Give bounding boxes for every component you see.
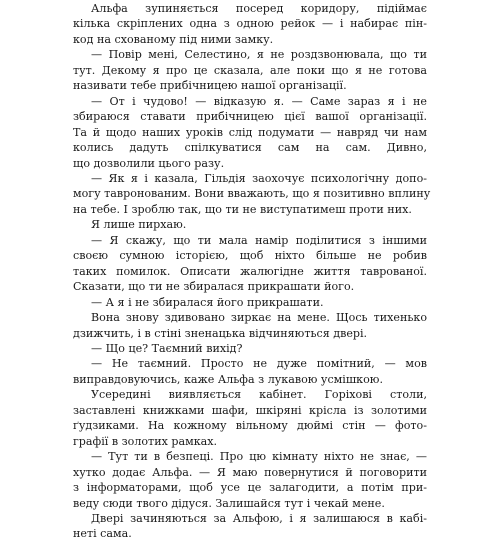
text-line: таких помилок. Описати жалюгідне життя таврованої.: [73, 264, 427, 278]
text-line: з інформаторами, щоб усе це залагодити, а потім при-: [73, 481, 427, 495]
paragraph: [73, 217, 427, 232]
text-line: Вона знову здивовано зиркає на мене. Щось тихенько: [91, 311, 427, 325]
text-line: — Я скажу, що ти мала намір поділитися з іншими: [91, 233, 427, 247]
text-line: Та й щодо наших уроків слід подумати — навряд чи нам: [73, 125, 427, 139]
text-line: колись дадуть спілкуватися сам на сам. Дивно,: [73, 141, 427, 155]
paragraph: [73, 341, 427, 356]
paragraph: [73, 511, 427, 542]
text-line: Усередині виявляється кабінет. Горіхові столи,: [91, 388, 427, 402]
text-line: Я лише пирхаю.: [91, 218, 187, 232]
paragraph: [73, 387, 427, 449]
paragraph: [73, 310, 427, 341]
paragraph: [73, 295, 427, 310]
text-line: своєю сумною історією, щоб ніхто більше не робив: [73, 249, 427, 263]
text-line: могу тавронованим. Вони вважають, що я позитивно вплину: [73, 187, 431, 201]
text-line: на тебе. І зроблю так, що ти не виступатимеш проти них.: [73, 202, 412, 216]
paragraph: [73, 171, 431, 217]
text-line: хутко додає Альфа. — Я маю повернутися й поговорити: [73, 465, 427, 479]
text-line: код на схованому під ними замку.: [73, 32, 274, 46]
text-line: — Не таємний. Просто не дуже помітний, — мов: [91, 357, 427, 371]
text-line: — Що це? Таємний вихід?: [91, 341, 243, 355]
text-line: що дозволили цього разу.: [73, 156, 225, 170]
text-line: заставлені книжками шафи, шкіряні крісла із золотими: [73, 403, 427, 417]
text-line: кілька скріплених одна з одною рейок — і набирає пін-: [73, 17, 427, 31]
text-line: — Як я і казала, Гільдія заохочує психологічну допо-: [91, 171, 427, 185]
paragraph: [73, 47, 427, 93]
text-line: збираюся ставати прибічницею цієї вашої організації.: [73, 110, 427, 124]
text-line: — А я і не збиралася його прикрашати.: [91, 295, 324, 309]
text-line: називати тебе прибічницею нашої організації.: [73, 79, 347, 93]
text-line: Альфа зупиняється посеред коридору, підіймає: [91, 2, 427, 15]
paragraph: [73, 1, 427, 47]
paragraph: [73, 449, 427, 511]
text-line: — Тут ти в безпеці. Про цю кімнату ніхто не знає, —: [91, 450, 427, 464]
text-line: — От і чудово! — відказую я. — Саме зараз я і не: [91, 94, 427, 108]
text-line: Двері зачиняються за Альфою, і я залишаюся в кабі-: [91, 511, 427, 525]
text-line: неті сама.: [73, 527, 132, 541]
paragraph: [73, 94, 427, 171]
page-text: [73, 1, 431, 542]
text-line: графії в золотих рамках.: [73, 434, 218, 448]
text-line: ґудзиками. На кожному вільному дюймі стін — фото-: [73, 419, 427, 433]
paragraph: [73, 356, 427, 387]
paragraph: [73, 233, 427, 295]
text-line: виправдовуючись, каже Альфа з лукавою усмішкою.: [73, 372, 383, 386]
text-line: тут. Декому я про це сказала, але поки що я не готова: [73, 63, 427, 77]
text-line: Сказати, що ти не збиралася прикрашати його.: [73, 280, 355, 294]
text-line: — Повір мені, Селестино, я не роздзвонювала, що ти: [91, 48, 427, 62]
text-line: дзижчить, і в стіні зненацька відчиняються двері.: [73, 326, 368, 340]
text-line: веду сюди твого дідуся. Залишайся тут і чекай мене.: [73, 496, 385, 510]
